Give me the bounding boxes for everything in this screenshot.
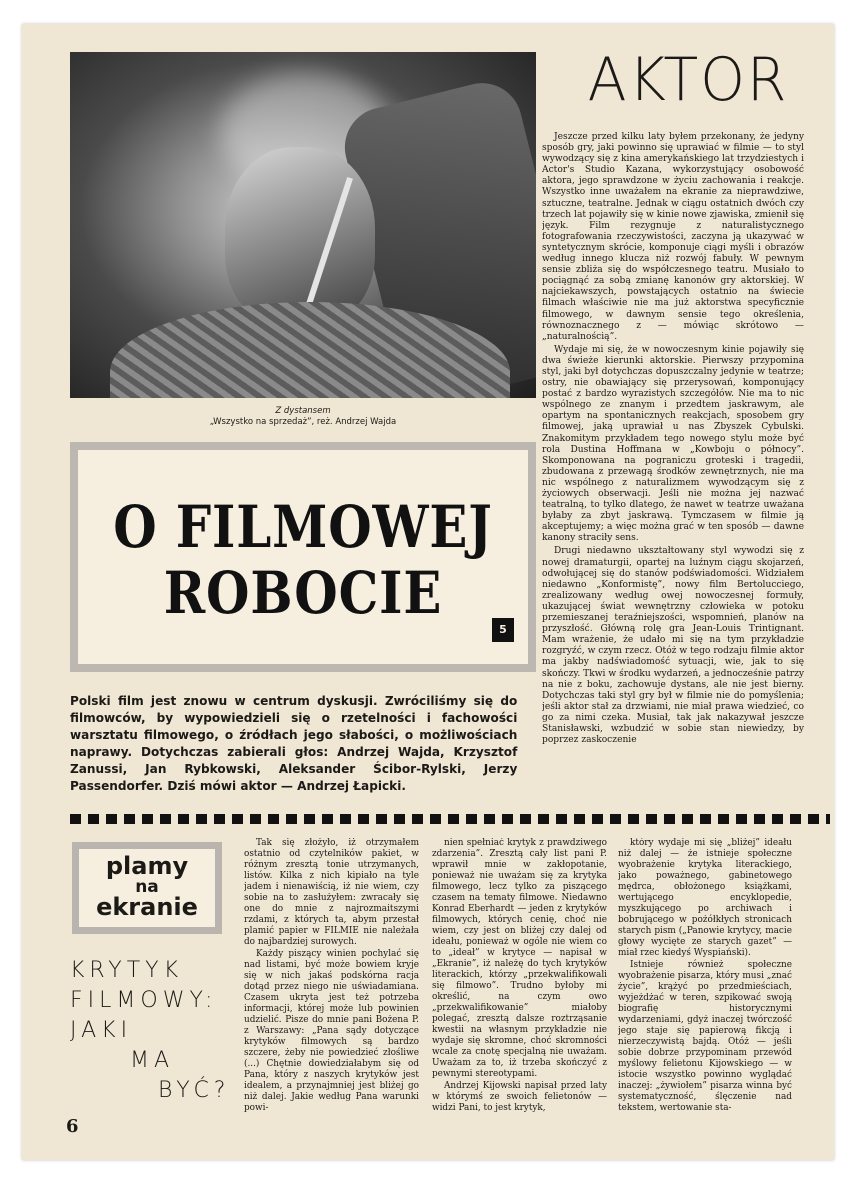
aktor-paragraph: Drugi niedawno ukształtowany styl wywodzi się z nowej dramaturgii, opartej na luźnym ciągu skojarzeń, odwołującej się do stanów podświadomości. Widziałem niedawno „Konformistę”, nowy film Bertolucciego, zrealizowany według owej nowoczesnej formuły, ukazującej świat wewnętrzny człowieka w potoku przemieszanej teraźniejszości, wspomnień, planów na przyszłość. Główną rolę gra Jean-Louis Trintignant. Mam wrażenie, że udało mi się na tym przykładzie rozgryźć, w czym rzecz. Otóż w tego rodzaju filmie aktor ma jakby nadświadomość sytuacji, wie, jak to się skończy. Tkwi w środku wydarzeń, a jednocześnie patrzy na nie z boku, zachowuje dystans, ale nie jest bierny. Dotychczas taki styl gry był w filmie nie do pomyślenia; jeśli aktor stał za drzwiami, nie miał prawa wiedzieć, co go za nimi czeka. Musiał, tak jak nakazywał jeszcze Stanisławski, wzbudzić w sobie stan niewiedzy, by poprzez zaskoczenie [542,546,804,746]
section-title-line-3: JAKI [70,1018,133,1043]
lead-paragraph: Polski film jest znowu w centrum dyskusji. Zwróciliśmy się do filmowców, by wypowiedzieli się o rzetelności i fachowości warsztatu filmowego, o źródłach jego słabości, o możliwościach naprawy. Dotychczas zabierali głos: Andrzej Wajda, Krzysztof Zanussi, Jan Rybkowski, Aleksander Ścibor-Rylski, Jerzy Passendorfer. Dziś mówi aktor — Andrzej Łapicki. [70,693,518,793]
krytyk-paragraph: Istnieje również społeczne wyobrażenie pisarza, który musi „znać życie”, krążyć po przedmieściach, wyjeżdżać w teren, szpikować swoją biografię historycznymi wydarzeniami, gdyż inaczej twórczość jego staje się papierową fikcją i nierzeczywistą bajdą. Otóż — jeśli sobie dobrze przypominam przewód myślowy felietonu Kijowskiego — w istocie wszystko powinno wyglądać inaczej: „żywiołem” pisarza winna być systematyczność, ślęczenie nad tekstem, wertowanie sta- [618,960,792,1113]
aktor-article-column [542,132,804,802]
krytyk-paragraph: nien spełniać krytyk z prawdziwego zdarzenia”. Zresztą cały list pani P. wprawił mnie w zakłopotanie, ponieważ nie uważam się za krytyka filmowego, lecz tylko za piszącego czasem na tematy filmowe. Niedawno Konrad Eberhardt — jeden z krytyków filmowych, których cenię, choć nie wiem, czy jest on bliżej czy dalej od ideału, ponieważ w ogóle nie wiem co to „ideał” w krytyce — napisał w „Ekranie”, iż należę do tych krytyków literackich, którzy „przekwalifikowali się filmowo”. Trudno byłoby mi określić, na czym owo „przekwalifikowanie” miałoby polegać, zresztą dalsze roztrząsanie kwestii na własnym przykładzie nie wydaje się skromne, choć skromności wcale za cnotę specjalną nie uważam. Uważam za to, iż trzeba skończyć z pewnymi stereotypami. [432,838,607,1079]
film-still-photo [70,52,536,398]
krytyk-column-2 [432,838,607,1148]
section-title-line-2: FILMOWY: [70,988,218,1013]
krytyk-paragraph: Andrzej Kijowski napisał przed laty w którymś ze swoich felietonów — widzi Pani, to jest krytyk, [432,1081,607,1113]
krytyk-paragraph: który wydaje mi się „bliżej” ideału niż dalej — że istnieje społeczne wyobrażenie krytyka literackiego, jako poważnego, gabinetowego mędrca, obłożonego książkami, wertującego encyklopedie, myszkującego po archiwach i bobrującego w pożółkłych stronicach starych pism („Panowie krytycy, macie głowy wycięte ze starych gazet” — miał rzec kiedyś Wyspiański). [618,838,792,958]
headline-title [110,494,497,626]
aktor-paragraph: Wydaje mi się, że w nowoczesnym kinie pojawiły się dwa świeże kierunki aktorskie. Pierwszy przypomina styl, jaki był dotychczas dopuszczalny jedynie w teatrze; ostry, nie obawiający się przerysowań, komponujący postać z bardzo wyrazistych szczegółów. Nie ma to nic wspólnego ze znanym i przedtem jaskrawym, ale opartym na spontanicznych reakcjach, sposobem gry filmowej, jaką uprawiał u nas Zbyszek Cybulski. Znakomitym przykładem tego nowego stylu może być rola Dustina Hoffmana w „Kowboju o północy”. Skomponowana na pograniczu groteski i tragedii, zbudowana z przewagą środków zewnętrznych, nie ma nic wspólnego z naturalizmem wywodzącym się z życiowych obserwacji. Jeśli nie można jej nazwać teatralną, to tylko dlatego, że nawet w teatrze uważana byłaby za zbyt jaskrawą. Tymczasem w filmie ją akceptujemy; a więc można grać w ten sposób — dawne kanony straciły sens. [542,344,804,544]
aktor-heading: AKTOR [587,45,789,115]
headline-line-1: O FILMOWEJ [113,493,493,561]
series-number-badge: 5 [492,618,514,642]
logo-line-1: plamy [105,852,189,880]
krytyk-paragraph: Tak się złożyło, iż otrzymałem ostatnio od czytelników pakiet, w różnym zresztą tonie utrzymanych, listów. Kilka z nich kipiało na tyle jadem i nienawiścią, iż nie wiem, czy sobie na to zasłużyłem: zwracały się one do mnie z najrozmaitszymi rzdami, z których ta, abym przestał plamić papier w FILMIE nie należała do najbardziej surowych. [244,838,419,947]
caption-credit: „Wszystko na sprzedaż”, reż. Andrzej Wajda [209,417,397,427]
krytyk-column-1 [244,838,419,1148]
headline-inner [78,450,528,664]
photo-face-shape [225,147,375,327]
section-title-line-4: MA [130,1048,175,1073]
logo-line-3: ekranie [96,893,198,921]
headline-box [70,442,536,672]
section-divider [70,814,830,824]
page-number: 6 [66,1116,79,1137]
krytyk-paragraph: Każdy piszący winien pochylać się nad listami, być może bowiem kryje się w nich jakaś podskórna racja dotąd przez niego nie uświadamiana. Czasem ukryta jest też potrzeba informacji, której może lub powinien udzielić. Pisze do mnie pani Bożena P. z Warszawy: „Pana sądy dotyczące krytyków filmowych są bardzo szczere, żeby nie powiedzieć złośliwe (...) Chętnie dowiedziałabym się od Pana, który z naszych krytyków jest idealem, a przynajmniej jest bliżej go niż dalej. Jakie według Pana warunki powi- [244,949,419,1113]
photo-caption [70,406,536,428]
magazine-page [22,24,834,1160]
headline-line-2: ROBOCIE [163,559,443,627]
section-title-line-5: BYĆ? [158,1078,231,1103]
caption-title: Z dystansem [275,406,331,416]
aktor-paragraph: Jeszcze przed kilku laty byłem przekonany, że jedyny sposób gry, jaki powinno się uprawiać w filmie — to styl wywodzący się z kina amerykańskiego lat trzydziestych i Actor's Studio Kazana, wykorzystujący osobowość aktora, jego sprawdzone w życiu zachowania i reakcje. Wszystko inne uważałem na ekranie za nieprawdziwe, sztuczne, teatralne. Jednak w ciągu ostatnich dwóch czy trzech lat pojawiły się w kinie nowe zjawiska, zmienił się język. Film rezygnuje z naturalistycznego fotografowania rzeczywistości, zaczyna ją ukazywać w syntetycznym skrócie, komponuje ciągi myśli i obrazów według innego klucza niż rozwój fabuły. W pewnym sensie zbliża się do współczesnego teatru. Musiało to pociągnąć za sobą zmianę kanonów gry aktorskiej. W najciekawszych, powstających ostatnio na świecie filmach właściwie nie ma już aktorstwa specyficznie filmowego, w dawnym sensie tego określenia, równoznacznego z — mówiąc skrótowo — „naturalnością”. [542,132,804,342]
krytyk-column-3 [618,838,792,1148]
logo-inner [79,849,215,927]
krytyk-section-title [70,956,240,1106]
plamy-na-ekranie-logo [72,842,222,934]
section-title-line-1: KRYTYK [70,958,184,983]
logo-line-2: na [135,877,159,897]
